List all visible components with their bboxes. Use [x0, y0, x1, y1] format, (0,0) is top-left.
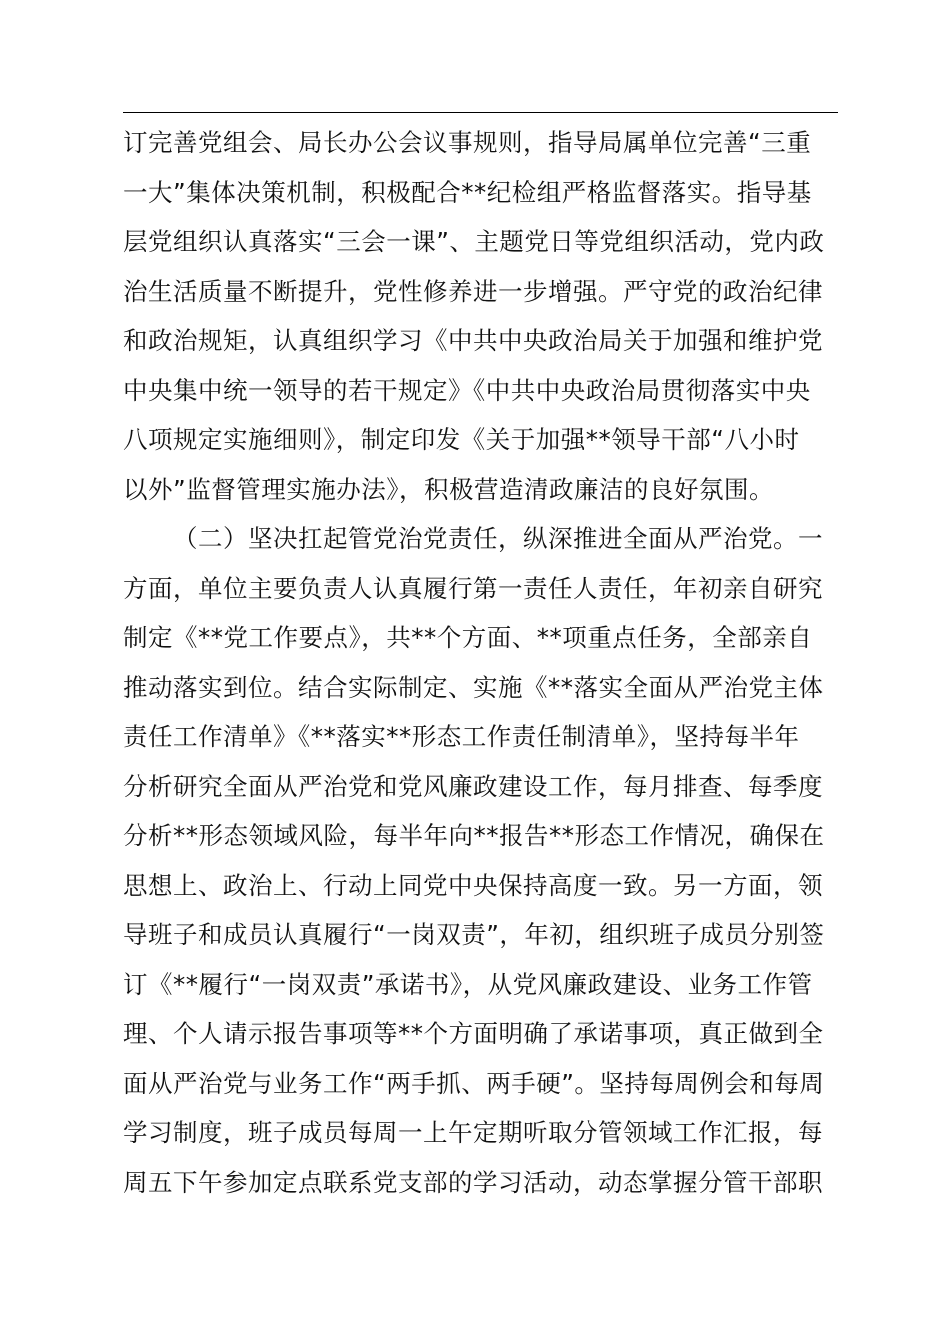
text-line: 责任工作清单》《**落实**形态工作责任制清单》，坚持每半年 [123, 722, 800, 751]
text-line: 周五下午参加定点联系党支部的学习活动，动态掌握分管干部职 [123, 1167, 823, 1197]
text-line: 和政治规矩，认真组织学习《中共中央政治局关于加强和维护党 [123, 326, 823, 355]
text-line: 理、个人请示报告事项等**个方面明确了承诺事项，真正做到全 [123, 1019, 824, 1048]
text-line: 分析**形态领域风险，每半年向**报告**形态工作情况，确保在 [123, 821, 825, 850]
text-line: 分析研究全面从严治党和党风廉政建设工作，每月排查、每季度 [123, 771, 823, 801]
text-line: 治生活质量不断提升，党性修养进一步增强。严守党的政治纪律 [123, 276, 823, 306]
body-text [123, 118, 838, 1207]
text-line: 推动落实到位。结合实际制定、实施《**落实全面从严治党主体 [123, 672, 824, 702]
text-line: 思想上、政治上、行动上同党中央保持高度一致。另一方面，领 [123, 870, 823, 900]
text-line: 学习制度，班子成员每周一上午定期听取分管领域工作汇报，每 [123, 1118, 823, 1147]
text-line: 中央集中统一领导的若干规定》《中共中央政治局贯彻落实中央 [123, 375, 811, 405]
text-line: 制定《**党工作要点》，共**个方面、**项重点任务，全部亲自 [123, 623, 813, 652]
text-line: 八项规定实施细则》，制定印发《关于加强**领导干部“八小时 [123, 425, 800, 454]
text-line: 层党组织认真落实“三会一课”、主题党日等党组织活动，党内政 [123, 227, 825, 256]
text-line: 订《**履行“一岗双责”承诺书》，从党风廉政建设、业务工作管 [123, 969, 813, 999]
text-line: 导班子和成员认真履行“一岗双责”，年初，组织班子成员分别签 [123, 920, 825, 949]
text-line: 以外”监督管理实施办法》，积极营造清政廉洁的良好氛围。 [123, 474, 774, 504]
text-line: 面从严治党与业务工作“两手抓、两手硬”。坚持每周例会和每周 [123, 1068, 825, 1098]
section-heading-line: （二）坚决扛起管党治党责任，纵深推进全面从严治党。一 [173, 524, 823, 553]
text-line: 订完善党组会、局长办公会议事规则，指导局属单位完善“三重 [123, 128, 812, 157]
text-line: 方面，单位主要负责人认真履行第一责任人责任，年初亲自研究 [123, 573, 823, 603]
text-line: 一大”集体决策机制，积极配合**纪检组严格监督落实。指导基 [123, 177, 812, 207]
header-rule [123, 112, 838, 113]
